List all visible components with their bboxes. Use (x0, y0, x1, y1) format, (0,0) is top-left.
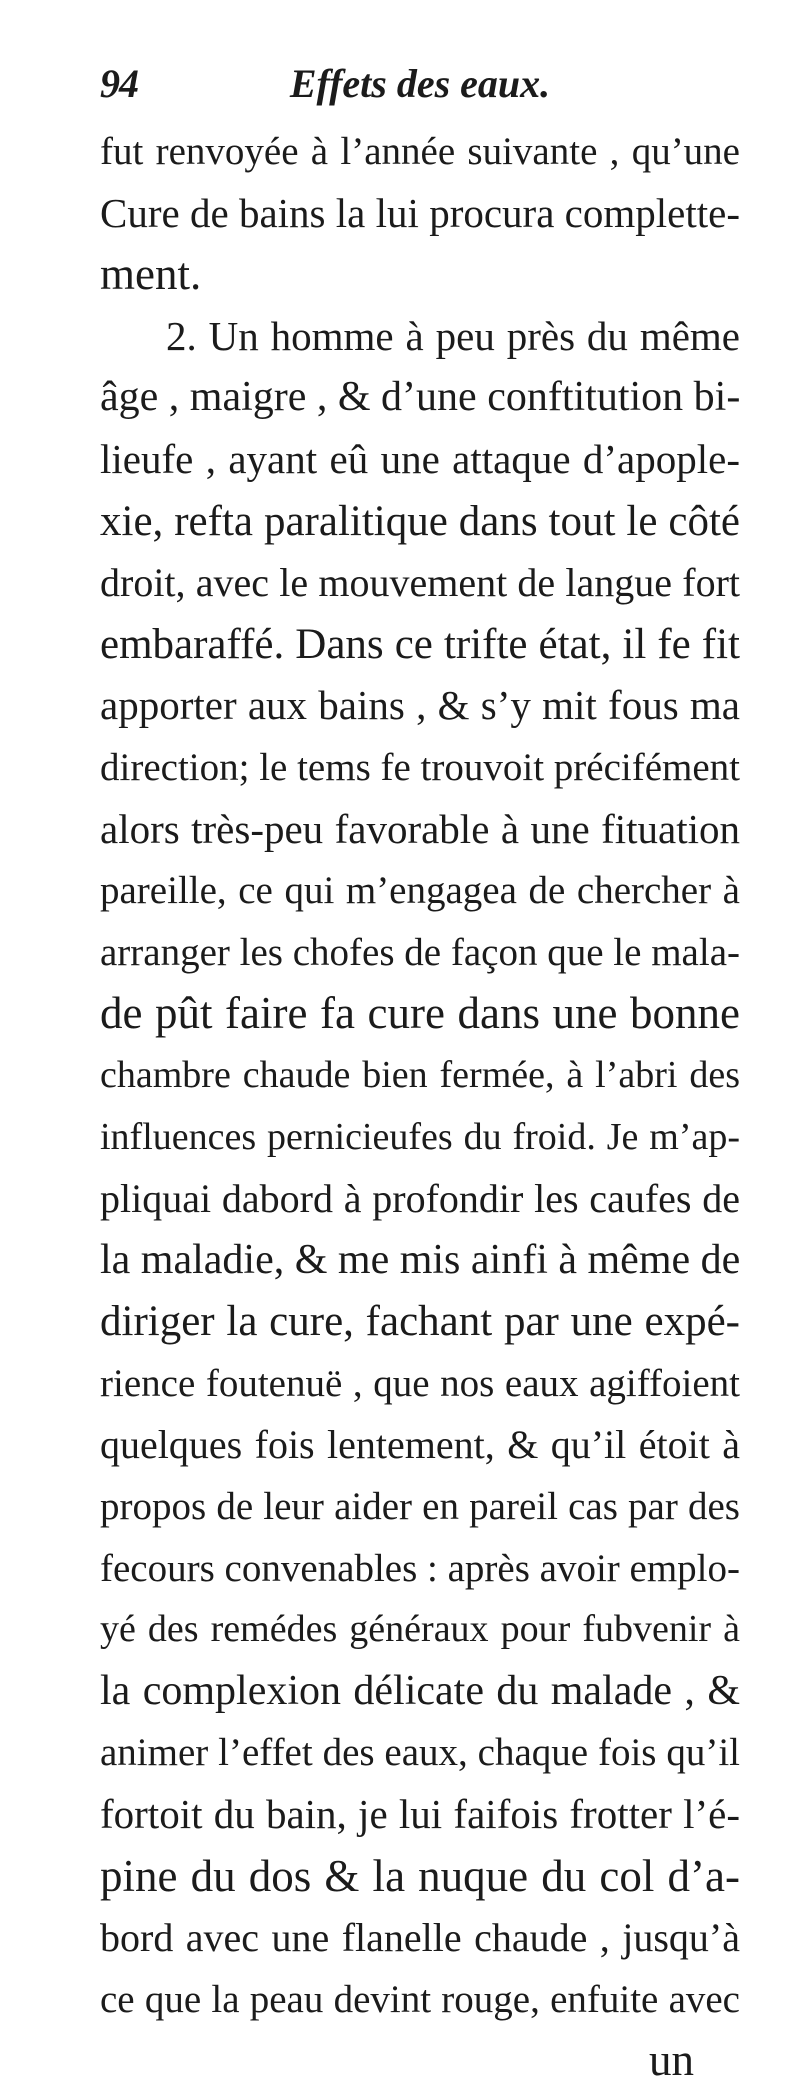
text-line: fecours convenables : après avoir emplo- (100, 1546, 740, 1590)
page-number: 94 (100, 61, 138, 106)
text-line: de pût faire fa cure dans une bonne (100, 988, 740, 1039)
text-line: alors très-peu favorable à une fituation (100, 805, 740, 852)
text-line: rience foutenuë , que nos eaux agiffoient (100, 1361, 740, 1405)
text-line: animer l’effet des eaux, chaque fois qu’il (100, 1731, 740, 1775)
text-line: quelques fois lentement, & qu’il étoit à (100, 1422, 740, 1468)
text-line: fortoit du bain, je lui faifois frotter l’é- (100, 1791, 740, 1838)
text-line: fut renvoyée à l’année suivante , qu’une (100, 130, 740, 173)
text-line: pine du dos & la nuque du col d’a- (100, 1850, 740, 1901)
text-line: droit, avec le mouvement de langue fort (100, 560, 740, 606)
text-line: ce que la peau devint rouge, enfuite avec (100, 1977, 740, 2021)
text-line: xie, refta paralitique dans tout le côté (100, 497, 740, 545)
text-line: influences pernicieufes du froid. Je m’ap- (100, 1115, 740, 1158)
text-line: apporter aux bains , & s’y mit fous ma (100, 682, 740, 729)
text-line: la complexion délicate du malade , & (100, 1667, 740, 1714)
body-text (100, 121, 740, 2092)
text-line: diriger la cure, fachant par une expé- (100, 1298, 740, 1346)
text-line: pareille, ce qui m’engagea de chercher à (100, 869, 740, 913)
page-header (100, 60, 740, 110)
text-line: yé des remédes généraux pour fubvenir à (100, 1608, 740, 1651)
text-line: la maladie, & me mis ainfi à même de (100, 1236, 740, 1283)
text-line: arranger les chofes de façon que le mala- (100, 930, 740, 974)
text-line: ment. (100, 249, 202, 300)
text-line: lieufe , ayant eû une attaque d’apople- (100, 435, 740, 482)
text-line: bord avec une flanelle chaude , jusqu’à (100, 1915, 740, 1961)
catchword: un (649, 2035, 694, 2086)
running-title: Effets des eaux. (289, 61, 551, 106)
text-line: direction; le tems fe trouvoit précifément (100, 745, 740, 789)
text-line: embaraffé. Dans ce trifte état, il fe fit (100, 620, 740, 668)
text-line: Cure de bains la lui procura complette- (100, 189, 740, 236)
text-line: propos de leur aider en pareil cas par des (100, 1485, 740, 1529)
paragraph-start-line: 2. Un homme à peu près du même (166, 312, 740, 359)
text-line: chambre chaude bien fermée, à l’abri des (100, 1053, 740, 1096)
text-line: pliquai dabord à profondir les caufes de (100, 1176, 740, 1222)
text-line: âge , maigre , & d’une conftitution bi- (100, 374, 740, 421)
